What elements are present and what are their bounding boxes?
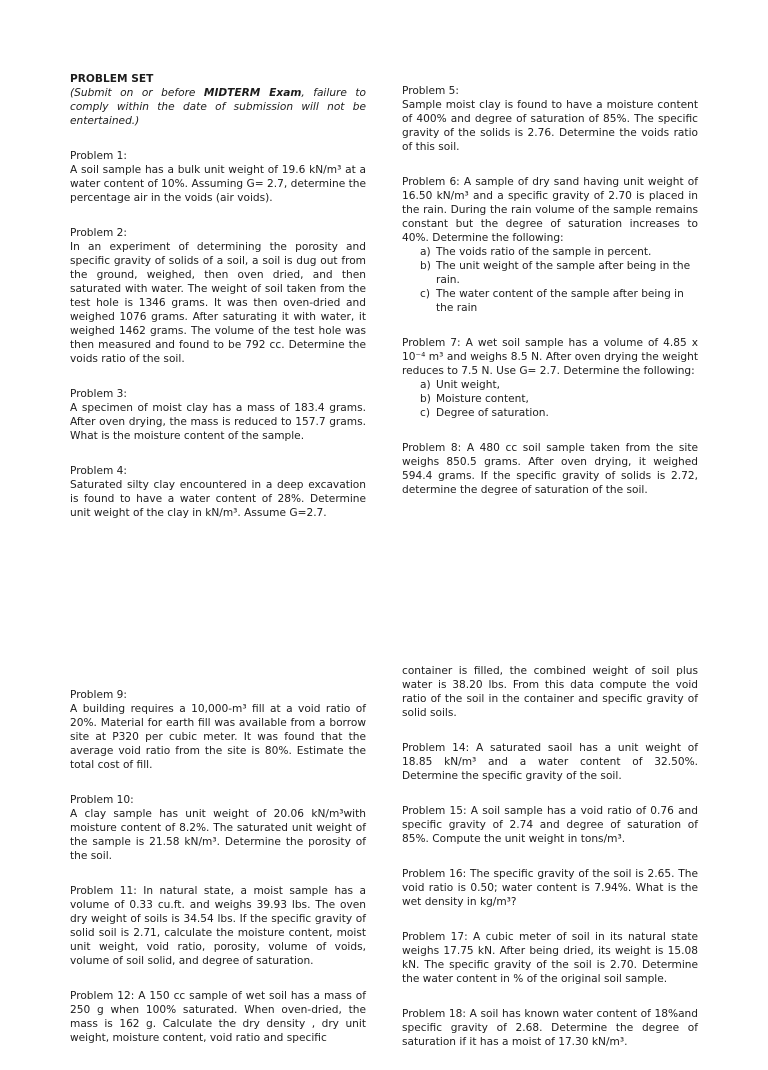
problem-16: Problem 16: The specific gravity of the soil is 2.65. The void ratio is 0.50; water content is 7.94%. What is the wet density in kg/m³? xyxy=(402,868,698,908)
problem-7: Problem 7: A wet soil sample has a volume of 4.85 x 10⁻⁴ m³ and weighs 8.5 N. After oven drying the weight reduces to 7.5 N. Use G= 2.7. Determine the following: a) Unit weight, b) Moisture content, c) Degree of saturation. xyxy=(402,337,698,419)
problem-set-title: PROBLEM SET xyxy=(70,73,154,85)
list-item: c) Degree of saturation. xyxy=(420,407,549,419)
midterm-exam: MIDTERM Exam xyxy=(203,87,302,99)
column-top-right xyxy=(402,84,698,518)
list-item: a) Unit weight, xyxy=(420,379,501,391)
problem-9: Problem 9: A building requires a 10,000-m³ fill at a void ratio of 20%. Material for earth fill was available from a borrow site at P320 per cubic meter. It was found that the average void ratio from the site is 80%. Estimate the total cost of fill. xyxy=(70,689,366,771)
problem-7-list xyxy=(402,378,698,420)
problem-4: Problem 4: Saturated silty clay encountered in a deep excavation is found to have a water content of 28%. Determine unit weight of the clay in kN/m³. Assume G=2.7. xyxy=(70,465,366,519)
list-item: b) The unit weight of the sample after being in the rain. xyxy=(420,260,691,286)
problem-1: Problem 1: A soil sample has a bulk unit weight of 19.6 kN/m³ at a water content of 10%. Assuming G= 2.7, determine the percentage air in the voids (air voids). xyxy=(70,150,366,204)
problem-15: Problem 15: A soil sample has a void ratio of 0.76 and specific gravity of 2.74 and degree of saturation of 85%. Compute the unit weight in tons/m³. xyxy=(402,805,698,845)
problem-8: Problem 8: A 480 cc soil sample taken from the site weighs 850.5 grams. After oven drying, it weighed 594.4 grams. If the specific gravity of solids is 2.72, determine the degree of saturation of the soil. xyxy=(402,442,698,496)
list-item: c) The water content of the sample after being in the rain xyxy=(420,288,684,314)
problem-6: Problem 6: A sample of dry sand having unit weight of 16.50 kN/m³ and a specific gravity of 2.70 is placed in the rain. During the rain volume of the sample remains constant but the degree of saturation increases to 40%. Determine the following: a) The voids ratio of the sample in percent. b) The unit weight of the sample after being in the rain. c) The water content of the sample after being in the rain xyxy=(402,176,698,314)
problem-6-list xyxy=(402,245,698,315)
problem-14: Problem 14: A saturated saoil has a unit weight of 18.85 kN/m³ and a water content of 32.50%. Determine the specific gravity of the soil. xyxy=(402,742,698,782)
submission-note: (Submit on or before MIDTERM Exam, failure to comply within the date of submission will not be entertained.) xyxy=(70,87,367,127)
problem-13-continued: container is filled, the combined weight of soil plus water is 38.20 lbs. From this data compute the void ratio of the soil in the container and specific gravity of solid soils. xyxy=(402,665,698,719)
list-item: a) The voids ratio of the sample in percent. xyxy=(420,246,652,258)
problem-17: Problem 17: A cubic meter of soil in its natural state weighs 17.75 kN. After being dried, its weight is 15.08 kN. The specific gravity of the soil is 2.70. Determine the water content in % of the original soil sample. xyxy=(402,931,698,985)
problem-12: Problem 12: A 150 cc sample of wet soil has a mass of 250 g when 100% saturated. When oven-dried, the mass is 162 g. Calculate the dry density , dry unit weight, moisture content, void ratio and specific xyxy=(70,990,366,1044)
column-top-left xyxy=(70,72,366,541)
problem-18: Problem 18: A soil has known water content of 18%and specific gravity of 2.68. Determine the degree of saturation if it has a moist of 17.30 kN/m³. xyxy=(402,1008,698,1048)
problem-5: Problem 5: Sample moist clay is found to have a moisture content of 400% and degree of saturation of 85%. The specific gravity of the solids is 2.76. Determine the voids ratio of this soil. xyxy=(402,85,698,153)
list-item: b) Moisture content, xyxy=(420,393,529,405)
problem-2: Problem 2: In an experiment of determining the porosity and specific gravity of solids of a soil, a soil is dug out from the ground, weighed, then oven dried, and then saturated with water. The weight of soil taken from the test hole is 1346 grams. It was then oven-dried and weighed 1076 grams. After saturating it with water, it weighed 1462 grams. The volume of the test hole was then measured and found to be 792 cc. Determine the voids ratio of the soil. xyxy=(70,227,366,365)
problem-10: Problem 10: A clay sample has unit weight of 20.06 kN/m³with moisture content of 8.2%. The saturated unit weight of the sample is 21.58 kN/m³. Determine the porosity of the soil. xyxy=(70,794,366,862)
column-bottom-right xyxy=(402,664,698,1070)
problem-11: Problem 11: In natural state, a moist sample has a volume of 0.33 cu.ft. and weighs 39.93 lbs. The oven dry weight of soils is 34.54 lbs. If the specific gravity of solid soil is 2.71, calculate the moisture content, moist unit weight, void ratio, porosity, volume of voids, volume of soil solid, and degree of saturation. xyxy=(70,885,366,967)
column-bottom-left xyxy=(70,688,366,1044)
problem-3: Problem 3: A specimen of moist clay has a mass of 183.4 grams. After oven drying, the mass is reduced to 157.7 grams. What is the moisture content of the sample. xyxy=(70,388,366,442)
